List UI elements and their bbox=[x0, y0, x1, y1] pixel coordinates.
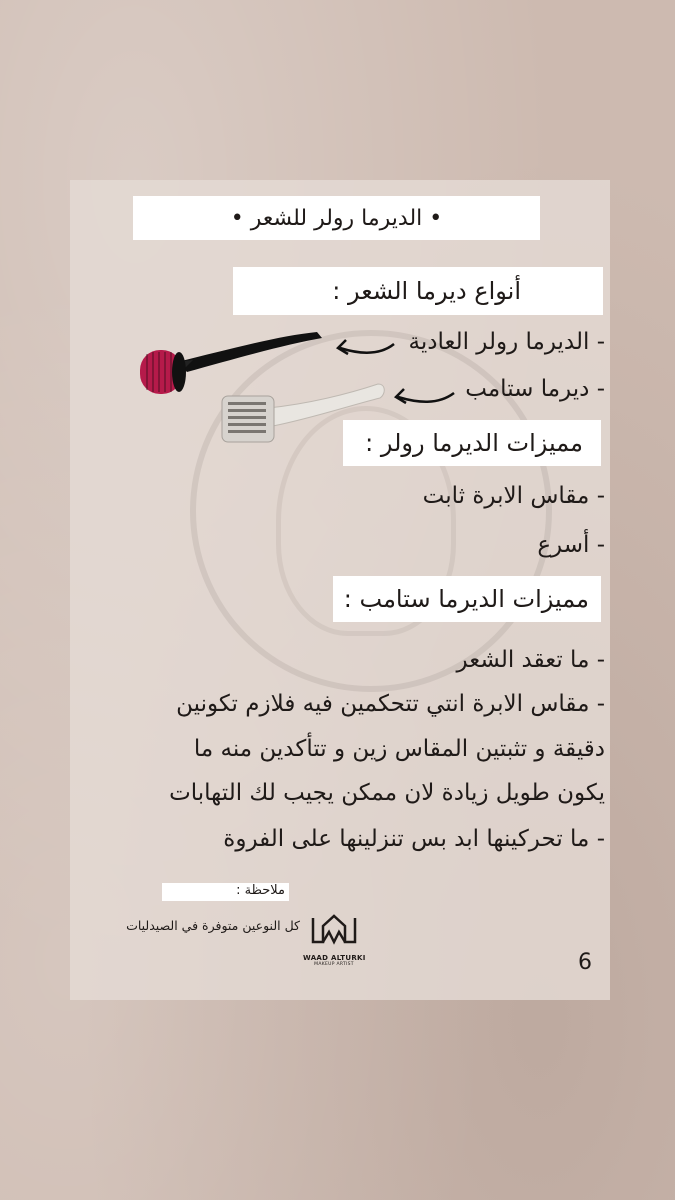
stamp-feature-item: - مقاس الابرة انتي تتحكمين فيه فلازم تكونين bbox=[176, 691, 605, 717]
roller-feature-item: - أسرع bbox=[537, 532, 605, 558]
curved-arrow-icon bbox=[392, 387, 456, 409]
brand-logo bbox=[303, 908, 365, 980]
stamp-feature-item: يكون طويل زيادة لان ممكن يجيب لك التهابات bbox=[169, 780, 605, 806]
stamp-features-heading bbox=[333, 576, 601, 622]
stamp-feature-item: - ما تعقد الشعر bbox=[456, 647, 605, 673]
brand-subtitle: MAKEUP ARTIST bbox=[314, 962, 354, 967]
stamp-feature-item: دقيقة و تثبتين المقاس زين و تتأكدين منه ما bbox=[193, 736, 605, 762]
roller-features-heading-text: مميزات الديرما رولر : bbox=[365, 429, 583, 457]
stamp-feature-item: - ما تحركينها ابد بس تنزلينها على الفروة bbox=[223, 826, 605, 852]
brand-name: WAAD ALTURKI bbox=[303, 954, 366, 962]
page-title-text: • الديرما رولر للشعر • bbox=[230, 205, 443, 231]
brand-logo-icon bbox=[309, 908, 359, 950]
roller-feature-item: - مقاس الابرة ثابت bbox=[422, 483, 605, 509]
roller-features-heading bbox=[343, 420, 601, 466]
stamp-features-heading-text: مميزات الديرما ستامب : bbox=[343, 585, 589, 613]
curved-arrow-icon bbox=[334, 336, 396, 360]
page-number: 6 bbox=[578, 950, 592, 975]
type-item-roller: - الديرما رولر العادية bbox=[408, 329, 605, 355]
type-item-stamp: - ديرما ستامب bbox=[465, 376, 605, 402]
types-heading bbox=[233, 267, 603, 315]
note-label: ملاحظة : bbox=[236, 883, 285, 898]
page-title bbox=[133, 196, 540, 240]
note-text: كل النوعين متوفرة في الصيدليات bbox=[126, 918, 300, 933]
types-heading-text: أنواع ديرما الشعر : bbox=[332, 277, 521, 305]
